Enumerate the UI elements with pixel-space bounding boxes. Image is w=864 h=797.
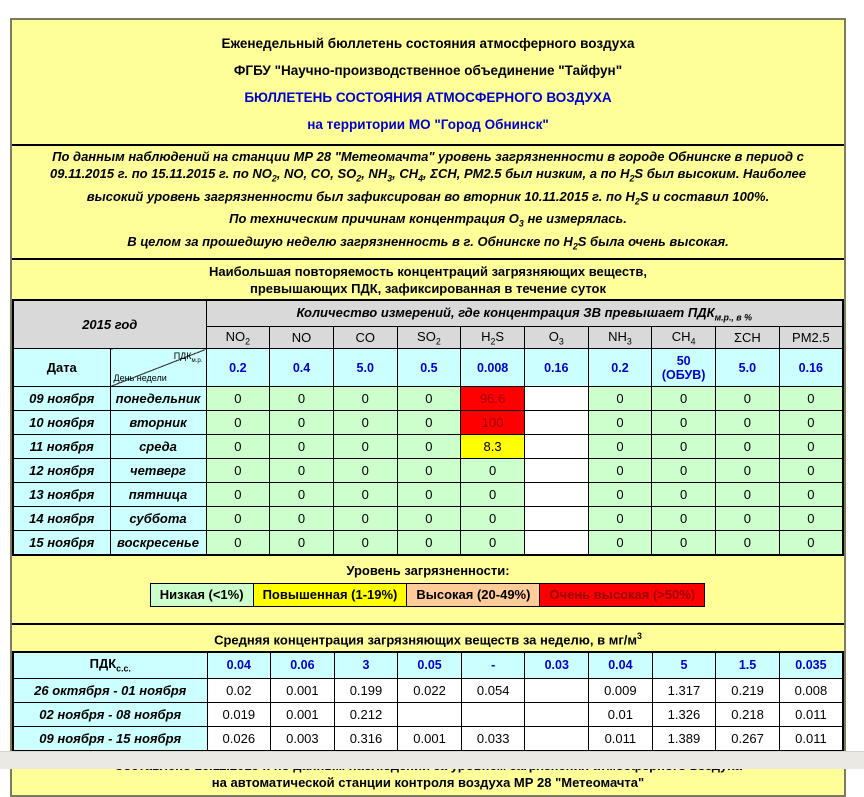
pdk-ss-label-cell: $ПДК_{с.с.}$	[13, 652, 207, 679]
table-cell: 0.218	[716, 702, 780, 726]
table-cell: 0	[333, 387, 397, 411]
date-cell: 10 ноября	[13, 411, 110, 435]
table-cell: 0	[397, 435, 461, 459]
table-row	[13, 531, 843, 556]
table-cell: 0.001	[271, 702, 335, 726]
table-cell: 0	[652, 435, 716, 459]
table-cell: 0.267	[716, 726, 780, 751]
table-row	[13, 435, 843, 459]
table-cell: 0.011	[779, 702, 843, 726]
table-cell: 0.026	[207, 726, 271, 751]
table-row	[13, 507, 843, 531]
table-cell: 0.008	[779, 678, 843, 702]
pdk-ss-value: 1.5	[716, 652, 780, 679]
table-cell: 0	[652, 411, 716, 435]
table-row	[13, 678, 843, 702]
table-cell: 0	[716, 387, 780, 411]
table-cell: 0.011	[589, 726, 653, 751]
date-cell: 15 ноября	[13, 531, 110, 556]
territory-line: на территории МО "Город Обнинск"	[307, 117, 549, 132]
table-cell: 0	[397, 531, 461, 556]
table-cell: 0	[270, 411, 334, 435]
chemical-header-h2s: $H_2S$	[461, 327, 525, 349]
table-cell: 0	[588, 507, 652, 531]
table-cell: 0	[779, 387, 843, 411]
table-cell: 0	[652, 507, 716, 531]
table-cell-empty	[524, 411, 588, 435]
table-cell: 0	[779, 483, 843, 507]
pdk-ss-value: 0.035	[779, 652, 843, 679]
chemical-header-nh3: $NH_3$	[588, 327, 652, 349]
pdk-mr-label: $ПДК_{м.р.}$	[173, 351, 203, 365]
section-title-line: Наибольшая повторяемость концентраций загрязняющих веществ,	[208, 264, 648, 280]
bulletin-subtitle: Еженедельный бюллетень состояния атмосферного воздуха	[221, 36, 635, 51]
table-cell: 0	[333, 411, 397, 435]
day-cell: среда	[110, 435, 206, 459]
chemical-header-pm25: PM2.5	[779, 327, 843, 349]
date-cell: 13 ноября	[13, 483, 110, 507]
table-cell: 0.212	[334, 702, 398, 726]
table-cell: 0	[206, 483, 270, 507]
measurements-header-cell: Количество измерений, где концентрация ЗВ превышает $ПДК_{м.р., в \%}$	[206, 300, 843, 327]
table-cell: 0	[206, 531, 270, 556]
table-row	[13, 387, 843, 411]
table-cell: 0	[333, 435, 397, 459]
chemical-header-co: CO	[333, 327, 397, 349]
pdk-ss-value: 0.04	[589, 652, 653, 679]
pdk-mr-value: 0.008	[461, 349, 525, 387]
table-cell-empty	[524, 483, 588, 507]
table-cell: 0	[397, 507, 461, 531]
table-cell: 0.054	[461, 678, 525, 702]
table-cell: 0	[397, 459, 461, 483]
table-cell: 0.019	[207, 702, 271, 726]
organization-name: ФГБУ "Научно-производственное объединение "Тайфун"	[233, 63, 623, 78]
table-cell: 0	[333, 483, 397, 507]
table-row	[13, 411, 843, 435]
table-cell: 0	[206, 387, 270, 411]
table-cell: 0.022	[398, 678, 462, 702]
diagonal-header-cell	[110, 349, 206, 387]
exceedance-section-title	[12, 258, 844, 299]
table-cell: 0	[270, 531, 334, 556]
table-cell: 0	[461, 507, 525, 531]
pdk-mr-value: 50 (ОБУВ)	[652, 349, 716, 387]
table-cell: 0	[588, 411, 652, 435]
bulletin-document	[10, 18, 846, 797]
table-cell: 0.01	[589, 702, 653, 726]
table-cell: 0	[716, 411, 780, 435]
exceedance-table	[12, 299, 844, 556]
legend-item-very-high: Очень высокая (>50%)	[539, 583, 705, 607]
table-cell: 1.389	[652, 726, 716, 751]
chemical-header-o3: $O_3$	[524, 327, 588, 349]
chemical-header-ch4: $CH_4$	[652, 327, 716, 349]
table-cell: 0.199	[334, 678, 398, 702]
date-cell: 11 ноября	[13, 435, 110, 459]
legend-items	[12, 583, 844, 607]
chemical-header-so2: $SO_2$	[397, 327, 461, 349]
chemical-header-no2: $NO_2$	[206, 327, 270, 349]
overall-assessment-paragraph: В целом за прошедшую неделю загрязненность в г. Обнинске по $H_2S$ была очень высокая.	[127, 233, 729, 252]
table-row	[13, 726, 843, 751]
table-cell: 0	[333, 459, 397, 483]
table-cell: 0	[206, 435, 270, 459]
table-cell: 0	[397, 387, 461, 411]
pdk-ss-value: 5	[652, 652, 716, 679]
table-cell: 0	[652, 459, 716, 483]
legend-item-elevated: Повышенная (1-19%)	[253, 583, 408, 607]
table-cell: 0	[588, 531, 652, 556]
date-cell: 09 ноября	[13, 387, 110, 411]
weekly-average-section-title: Средняя концентрация загрязняющих веществ за неделю, в $мг/м^3$	[12, 623, 844, 650]
legend-title: Уровень загрязненности:	[346, 563, 510, 579]
summary-text-block	[12, 144, 844, 258]
weekly-average-table	[12, 651, 844, 752]
bulletin-title: БЮЛЛЕТЕНЬ СОСТОЯНИЯ АТМОСФЕРНОГО ВОЗДУХА	[244, 90, 612, 105]
table-cell: 0	[779, 411, 843, 435]
table-cell-h2s-exceedance: 8.3	[461, 435, 525, 459]
pdk-mr-value: 0.5	[397, 349, 461, 387]
table-row	[13, 459, 843, 483]
table-cell: 0	[206, 411, 270, 435]
table-cell-h2s-exceedance: 100	[461, 411, 525, 435]
table-cell: 0	[779, 435, 843, 459]
table-cell: 0.009	[589, 678, 653, 702]
table-cell: 0.011	[779, 726, 843, 751]
summary-paragraph: По данным наблюдений на станции МР 28 "Метеомачта" уровень загрязненности в городе Обнинске в период с 09.11.2015 г. по 15.11.2015 г. по $NO_2$, NO, CO, $SO_2$, $NH_3$, $CH_4$, ΣCH, PM2.5 был низким, а по $H_2S$ был высоким. Наиболее высокий уровень загрязненности был зафиксирован во вторник 10.11.2015 г. по $H_2S$ и составил 100%.	[50, 149, 806, 207]
legend-item-high: Высокая (20-49%)	[406, 583, 540, 607]
table-cell: 0	[588, 435, 652, 459]
day-cell: пятница	[110, 483, 206, 507]
table-cell: 0	[588, 387, 652, 411]
table-cell-empty	[524, 387, 588, 411]
table-cell: 0	[206, 507, 270, 531]
table-cell: 0	[397, 411, 461, 435]
year-header-cell: 2015 год	[13, 300, 206, 349]
day-cell: вторник	[110, 411, 206, 435]
pdk-mr-value: 0.16	[779, 349, 843, 387]
pdk-ss-value: 0.05	[398, 652, 462, 679]
table-cell-empty	[398, 702, 462, 726]
table-cell: 0	[652, 483, 716, 507]
day-cell: суббота	[110, 507, 206, 531]
table-cell-empty	[525, 702, 589, 726]
table-cell: 0	[588, 459, 652, 483]
pdk-ss-value: 0.04	[207, 652, 271, 679]
table-cell-empty	[461, 702, 525, 726]
day-cell: понедельник	[110, 387, 206, 411]
table-cell: 0	[206, 459, 270, 483]
table-cell: 0	[270, 435, 334, 459]
ozone-note-paragraph: По техническим причинам концентрация $O_3$ не измерялась.	[229, 211, 627, 229]
table-cell-empty	[525, 678, 589, 702]
section-title-line: превышающих ПДК, зафиксированная в течение суток	[250, 281, 606, 297]
table-cell: 0	[716, 483, 780, 507]
day-of-week-label: День недели	[113, 373, 167, 384]
table-cell: 0	[588, 483, 652, 507]
table-cell: 0	[461, 483, 525, 507]
pdk-ss-value: 0.03	[525, 652, 589, 679]
table-cell-empty	[524, 459, 588, 483]
table-cell: 0	[779, 531, 843, 556]
compiled-note-line: на автоматической станции контроля воздуха МР 28 "Метеомачта"	[211, 774, 645, 790]
table-cell: 0	[716, 507, 780, 531]
table-cell: 0	[716, 435, 780, 459]
table-cell: 0	[716, 531, 780, 556]
window-bottom-strip	[0, 751, 864, 769]
table-cell-empty	[524, 435, 588, 459]
table-cell: 0.033	[461, 726, 525, 751]
table-cell: 0.316	[334, 726, 398, 751]
pdk-mr-value: 0.16	[524, 349, 588, 387]
pdk-mr-value: 0.4	[270, 349, 334, 387]
legend-item-low: Низкая (<1%)	[150, 583, 254, 607]
pollution-level-legend	[12, 556, 844, 623]
date-column-header: Дата	[13, 349, 110, 387]
table-cell: 0	[461, 531, 525, 556]
date-cell: 12 ноября	[13, 459, 110, 483]
day-cell: воскресенье	[110, 531, 206, 556]
pdk-ss-value: 0.06	[271, 652, 335, 679]
period-cell: 02 ноября - 08 ноября	[13, 702, 207, 726]
date-cell: 14 ноября	[13, 507, 110, 531]
table-cell: 0	[779, 507, 843, 531]
pdk-ss-value: -	[461, 652, 525, 679]
table-cell: 0	[652, 531, 716, 556]
table-cell: 0	[270, 459, 334, 483]
table-cell: 1.326	[652, 702, 716, 726]
chemical-header-no: NO	[270, 327, 334, 349]
table-cell: 0.02	[207, 678, 271, 702]
period-cell: 26 октября - 01 ноября	[13, 678, 207, 702]
pdk-mr-value: 0.2	[206, 349, 270, 387]
table-cell: 0	[270, 387, 334, 411]
table-cell: 0.219	[716, 678, 780, 702]
table-cell: 0	[779, 459, 843, 483]
table-cell: 0	[652, 387, 716, 411]
pdk-mr-value: 5.0	[716, 349, 780, 387]
table-row	[13, 483, 843, 507]
pdk-ss-value: 3	[334, 652, 398, 679]
table-cell: 0	[333, 507, 397, 531]
table-cell-empty	[525, 726, 589, 751]
table-cell-h2s-exceedance: 96.6	[461, 387, 525, 411]
title-block	[12, 20, 844, 144]
table-cell: 0.001	[271, 678, 335, 702]
table-cell: 1.317	[652, 678, 716, 702]
table-cell: 0.003	[271, 726, 335, 751]
pdk-mr-value: 5.0	[333, 349, 397, 387]
period-cell: 09 ноября - 15 ноября	[13, 726, 207, 751]
table-cell: 0	[461, 459, 525, 483]
table-cell: 0.001	[398, 726, 462, 751]
chemical-header-sch: ΣCH	[716, 327, 780, 349]
table-cell: 0	[397, 483, 461, 507]
table-cell: 0	[270, 483, 334, 507]
table-cell-empty	[524, 507, 588, 531]
table-row	[13, 702, 843, 726]
table-cell: 0	[716, 459, 780, 483]
table-cell: 0	[333, 531, 397, 556]
table-cell: 0	[270, 507, 334, 531]
day-cell: четверг	[110, 459, 206, 483]
table-cell-empty	[524, 531, 588, 556]
pdk-mr-value: 0.2	[588, 349, 652, 387]
